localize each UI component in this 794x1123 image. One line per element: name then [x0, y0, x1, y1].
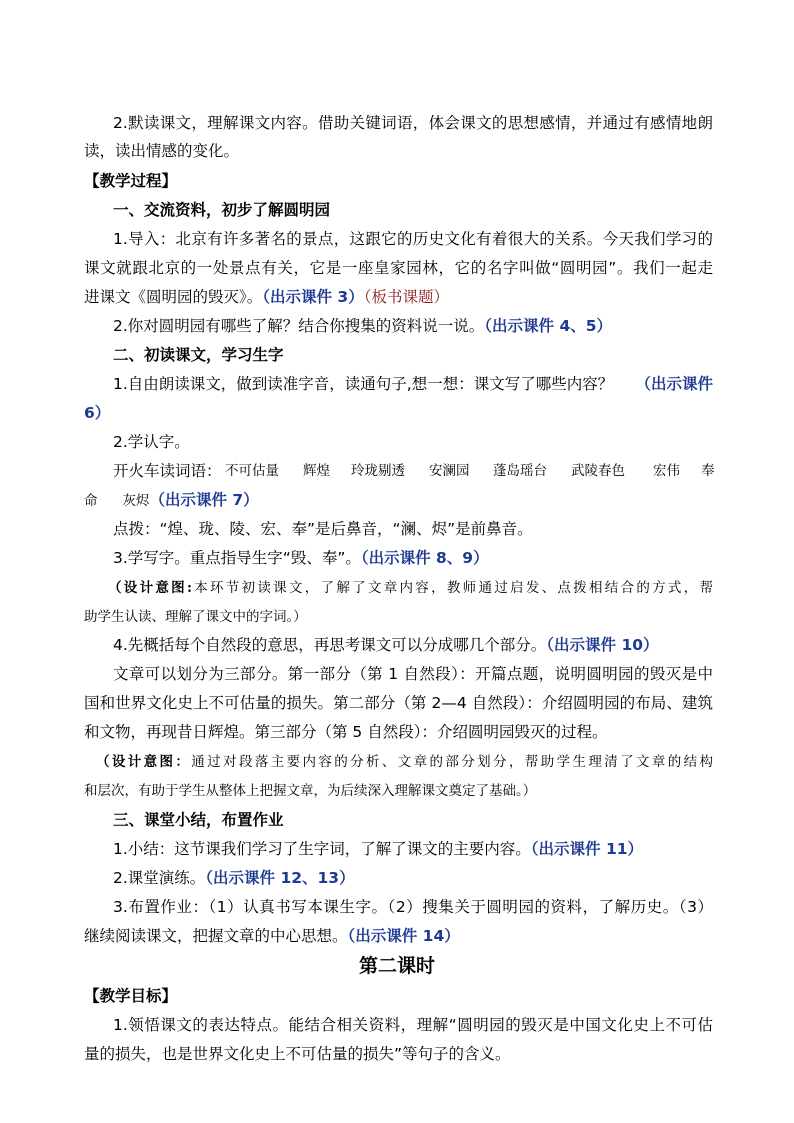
lesson-2-goal-1-line-2: 量的损失，也是世界文化史上不可估量的损失”等句子的含义。 — [84, 1045, 511, 1063]
paragraph-division-line-3: 和文物，再现昔日辉煌。第三部分（第 5 自然段）：介绍圆明园毁灭的过程。 — [84, 723, 608, 741]
section-2-p2: 2.学认字。 — [113, 433, 190, 451]
design-intent-text: 通过对段落主要内容的分析、文章的部分划分，帮助学生理清了文章的结构 — [191, 754, 714, 770]
lesson-2-heading: 第二课时 — [358, 955, 435, 977]
word: 玲珑剔透 — [351, 463, 405, 479]
design-intent-1-line-2: 助学生认读、理解了课文中的字词。） — [84, 609, 307, 625]
section-2-p3-text: 3.学写字。重点指导生字“毁、奉”。 — [113, 549, 361, 567]
section-3-p3-text: 继续阅读课文，把握文章的中心思想。 — [84, 927, 348, 945]
goal-2-line-1: 2.默读课文，理解课文内容。借助关键词语，体会课文的思想感情，并通过有感情地朗 — [113, 114, 713, 132]
section-3-p2-text: 2.课堂演练。 — [113, 869, 206, 887]
pronunciation-hint: 点拨：“煌、珑、陵、宏、奉”是后鼻音，“澜、烬”是前鼻音。 — [113, 520, 533, 538]
courseware-tag: （出示课件 12、13） — [205, 869, 355, 887]
word-train-line-2 — [84, 489, 259, 512]
word-train-label: 开火车读词语： — [113, 462, 222, 480]
courseware-tag: （出示课件 4、5） — [484, 317, 613, 335]
board-title-tag: （板书课题） — [363, 288, 449, 306]
section-3-p1 — [113, 838, 643, 860]
paragraph-division-line-1: 文章可以划分为三部分。第一部分（第 1 自然段）：开篇点题，说明圆明园的毁灭是中 — [113, 665, 713, 683]
courseware-tag: （出示课件 3） — [262, 288, 364, 306]
courseware-tag-cont: 6） — [84, 404, 111, 422]
courseware-tag: （出示课件 14） — [347, 927, 460, 945]
design-intent-label: （设计意图: — [108, 580, 192, 596]
section-3-p3-line-2 — [84, 925, 460, 947]
design-intent-1-line-1 — [108, 577, 713, 599]
word: 灰烬 — [122, 493, 150, 509]
section-3-title: 三、课堂小结，布置作业 — [113, 811, 284, 829]
courseware-tag: （出示课件 10） — [546, 636, 659, 654]
goal-2-line-2: 读，读出情感的变化。 — [84, 142, 240, 160]
section-3-p2 — [113, 867, 355, 889]
lesson-2-goal-heading: 【教学目标】 — [84, 987, 178, 1005]
word-train-line-1 — [113, 460, 713, 482]
paragraph-division-line-2: 国和世界文化史上不可估量的损失。第二部分（第 2—4 自然段）：介绍圆明园的布局、建筑 — [84, 694, 713, 712]
word: 命 — [84, 493, 98, 509]
section-2-title: 二、初读课文，学习生字 — [113, 346, 284, 364]
section-1-title: 一、交流资料，初步了解圆明园 — [113, 201, 331, 219]
section-2-p1-text: 1.自由朗读课文，做到读准字音，读通句子,想一想：课文写了哪些内容？ — [113, 375, 614, 393]
design-intent-2-line-1 — [96, 751, 713, 773]
word: 宏伟 — [653, 463, 680, 479]
section-1-p1-line-3 — [84, 286, 449, 308]
section-2-p3 — [113, 547, 489, 569]
design-intent-label: （设计意图： — [96, 754, 192, 770]
process-heading: 【教学过程】 — [84, 172, 178, 190]
courseware-tag: （出示课件 11） — [530, 840, 644, 858]
section-1-p1-line-2: 课文就跟北京的一处景点有关，它是一座皇家园林，它的名字叫做“圆明园”。我们一起走 — [84, 259, 713, 277]
section-2-p1-line-1 — [113, 373, 713, 395]
section-2-p4 — [113, 634, 659, 656]
word: 武陵春色 — [571, 463, 625, 479]
design-intent-text: 本环节初读课文，了解了文章内容，教师通过启发、点拨相结合的方式，帮 — [191, 580, 714, 596]
lesson-2-goal-1-line-1: 1.领悟课文的表达特点。能结合相关资料，理解“圆明园的毁灭是中国文化史上不可估 — [113, 1016, 713, 1034]
word: 安澜园 — [429, 463, 470, 479]
courseware-tag: （出示课件 — [635, 375, 713, 393]
word: 奉 — [701, 463, 715, 479]
word: 辉煌 — [303, 463, 330, 479]
section-3-p1-text: 1.小结：这节课我们学习了生字词，了解了课文的主要内容。 — [113, 840, 531, 858]
courseware-tag: （出示课件 8、9） — [360, 549, 489, 567]
section-1-p1-line-1: 1.导入：北京有许多著名的景点，这跟它的历史文化有着很大的关系。今天我们学习的 — [113, 230, 713, 248]
section-2-p4-text: 4.先概括每个自然段的意思，再思考课文可以分成哪几个部分。 — [113, 636, 547, 654]
section-1-p2 — [113, 315, 612, 337]
section-1-p2-text: 2.你对圆明园有哪些了解？结合你搜集的资料说一说。 — [113, 317, 485, 335]
word: 不可估量 — [225, 463, 279, 479]
word: 蓬岛瑶台 — [493, 463, 547, 479]
section-1-p1-text: 进课文《圆明园的毁灭》。 — [84, 288, 263, 306]
courseware-tag: （出示课件 7） — [149, 491, 259, 509]
section-3-p3-line-1: 3.布置作业：（1）认真书写本课生字。（2）搜集关于圆明园的资料，了解历史。（3） — [113, 898, 713, 916]
design-intent-2-line-2: 和层次，有助于学生从整体上把握文章，为后续深入理解课文奠定了基础。） — [84, 783, 537, 799]
